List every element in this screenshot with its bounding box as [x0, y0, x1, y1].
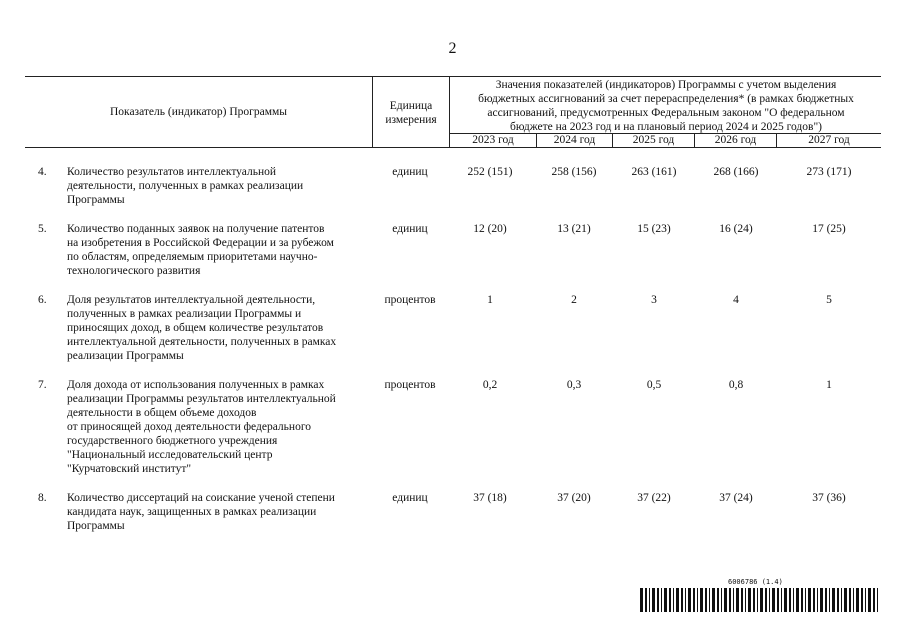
value-2027: 273 (171) — [806, 166, 852, 178]
unit-cell: процентов — [384, 294, 436, 306]
row-number: 8. — [38, 492, 47, 504]
indicator-name: Количество результатов интеллектуальной деятельности, полученных в рамках реализации Программы — [67, 166, 304, 206]
values-header-line-3: ассигнований, предусмотренных Федеральным законом "О федеральном — [487, 107, 845, 119]
values-header-line-2: бюджетных ассигнований за счет перераспределения* (в рамках бюджетных — [478, 93, 854, 105]
unit-cell: единиц — [392, 166, 428, 178]
value-2027: 1 — [826, 379, 832, 391]
year-header-2023: 2023 год — [472, 134, 514, 146]
indicator-name: Количество поданных заявок на получение патентов на изобретения в Российской Федерации и за рубежом по областям, определяемым приоритетами научно- технологического развития — [67, 223, 334, 277]
value-2026: 268 (166) — [713, 166, 759, 178]
value-2023: 12 (20) — [473, 223, 507, 235]
indicator-name: Количество диссертаций на соискание ученой степени кандидата наук, защищенных в рамках реализации Программы — [67, 492, 335, 532]
unit-header-line-1: Единица — [389, 100, 433, 112]
year-header-2027: 2027 год — [808, 134, 850, 146]
value-2023: 252 (151) — [467, 166, 513, 178]
value-2024: 2 — [571, 294, 577, 306]
header-top-rule — [25, 76, 881, 77]
indicator-name: Доля результатов интеллектуальной деятельности, полученных в рамках реализации Программы и приносящих доход, в общем количестве результатов интеллектуальной деятельности, полученных в рамках реализации Программы — [67, 294, 337, 362]
barcode-image — [640, 588, 880, 612]
unit-header-line-2: измерения — [385, 114, 437, 126]
value-2026: 0,8 — [728, 379, 744, 391]
unit-cell: единиц — [392, 223, 428, 235]
indicator-column-header: Показатель (индикатор) Программы — [109, 106, 287, 118]
row-number: 7. — [38, 379, 47, 391]
value-2023: 37 (18) — [473, 492, 507, 504]
header-bottom-rule — [25, 147, 881, 148]
value-2026: 37 (24) — [719, 492, 753, 504]
row-number: 4. — [38, 166, 47, 178]
value-2023: 0,2 — [482, 379, 498, 391]
value-2024: 258 (156) — [551, 166, 597, 178]
value-2027: 37 (36) — [812, 492, 846, 504]
value-2023: 1 — [487, 294, 493, 306]
barcode-label: 6006786 (1.4) — [728, 578, 783, 586]
value-2025: 0,5 — [646, 379, 662, 391]
value-2025: 15 (23) — [637, 223, 671, 235]
value-2027: 5 — [826, 294, 832, 306]
values-header-line-4: бюджете на 2023 год и на плановый период 2024 и 2025 годов") — [510, 121, 822, 133]
row-number: 5. — [38, 223, 47, 235]
value-2026: 16 (24) — [719, 223, 753, 235]
row-number: 6. — [38, 294, 47, 306]
page-number: 2 — [448, 40, 457, 57]
year-header-2026: 2026 год — [714, 134, 757, 146]
value-2024: 13 (21) — [557, 223, 591, 235]
values-header-line-1: Значения показателей (индикаторов) Программы с учетом выделения — [495, 79, 837, 91]
values-column-header — [452, 78, 880, 134]
value-2026: 4 — [733, 294, 739, 306]
value-2025: 37 (22) — [637, 492, 671, 504]
unit-cell: единиц — [392, 492, 428, 504]
indicator-name: Доля дохода от использования полученных в рамках реализации Программы результатов интеллектуальной деятельности в общем объеме доходов от приносящей доход деятельности федерального государственного бюджетного учреждения "Национальный исследовательский центр "Курчатовский институт" — [67, 379, 336, 475]
value-2027: 17 (25) — [812, 223, 846, 235]
year-header-2025: 2025 год — [632, 134, 675, 146]
value-2024: 0,3 — [566, 379, 582, 391]
year-header-2024: 2024 год — [553, 134, 596, 146]
value-2024: 37 (20) — [557, 492, 591, 504]
unit-column-header — [373, 99, 449, 127]
value-2025: 3 — [651, 294, 657, 306]
value-2025: 263 (161) — [631, 166, 677, 178]
unit-cell: процентов — [384, 379, 436, 391]
